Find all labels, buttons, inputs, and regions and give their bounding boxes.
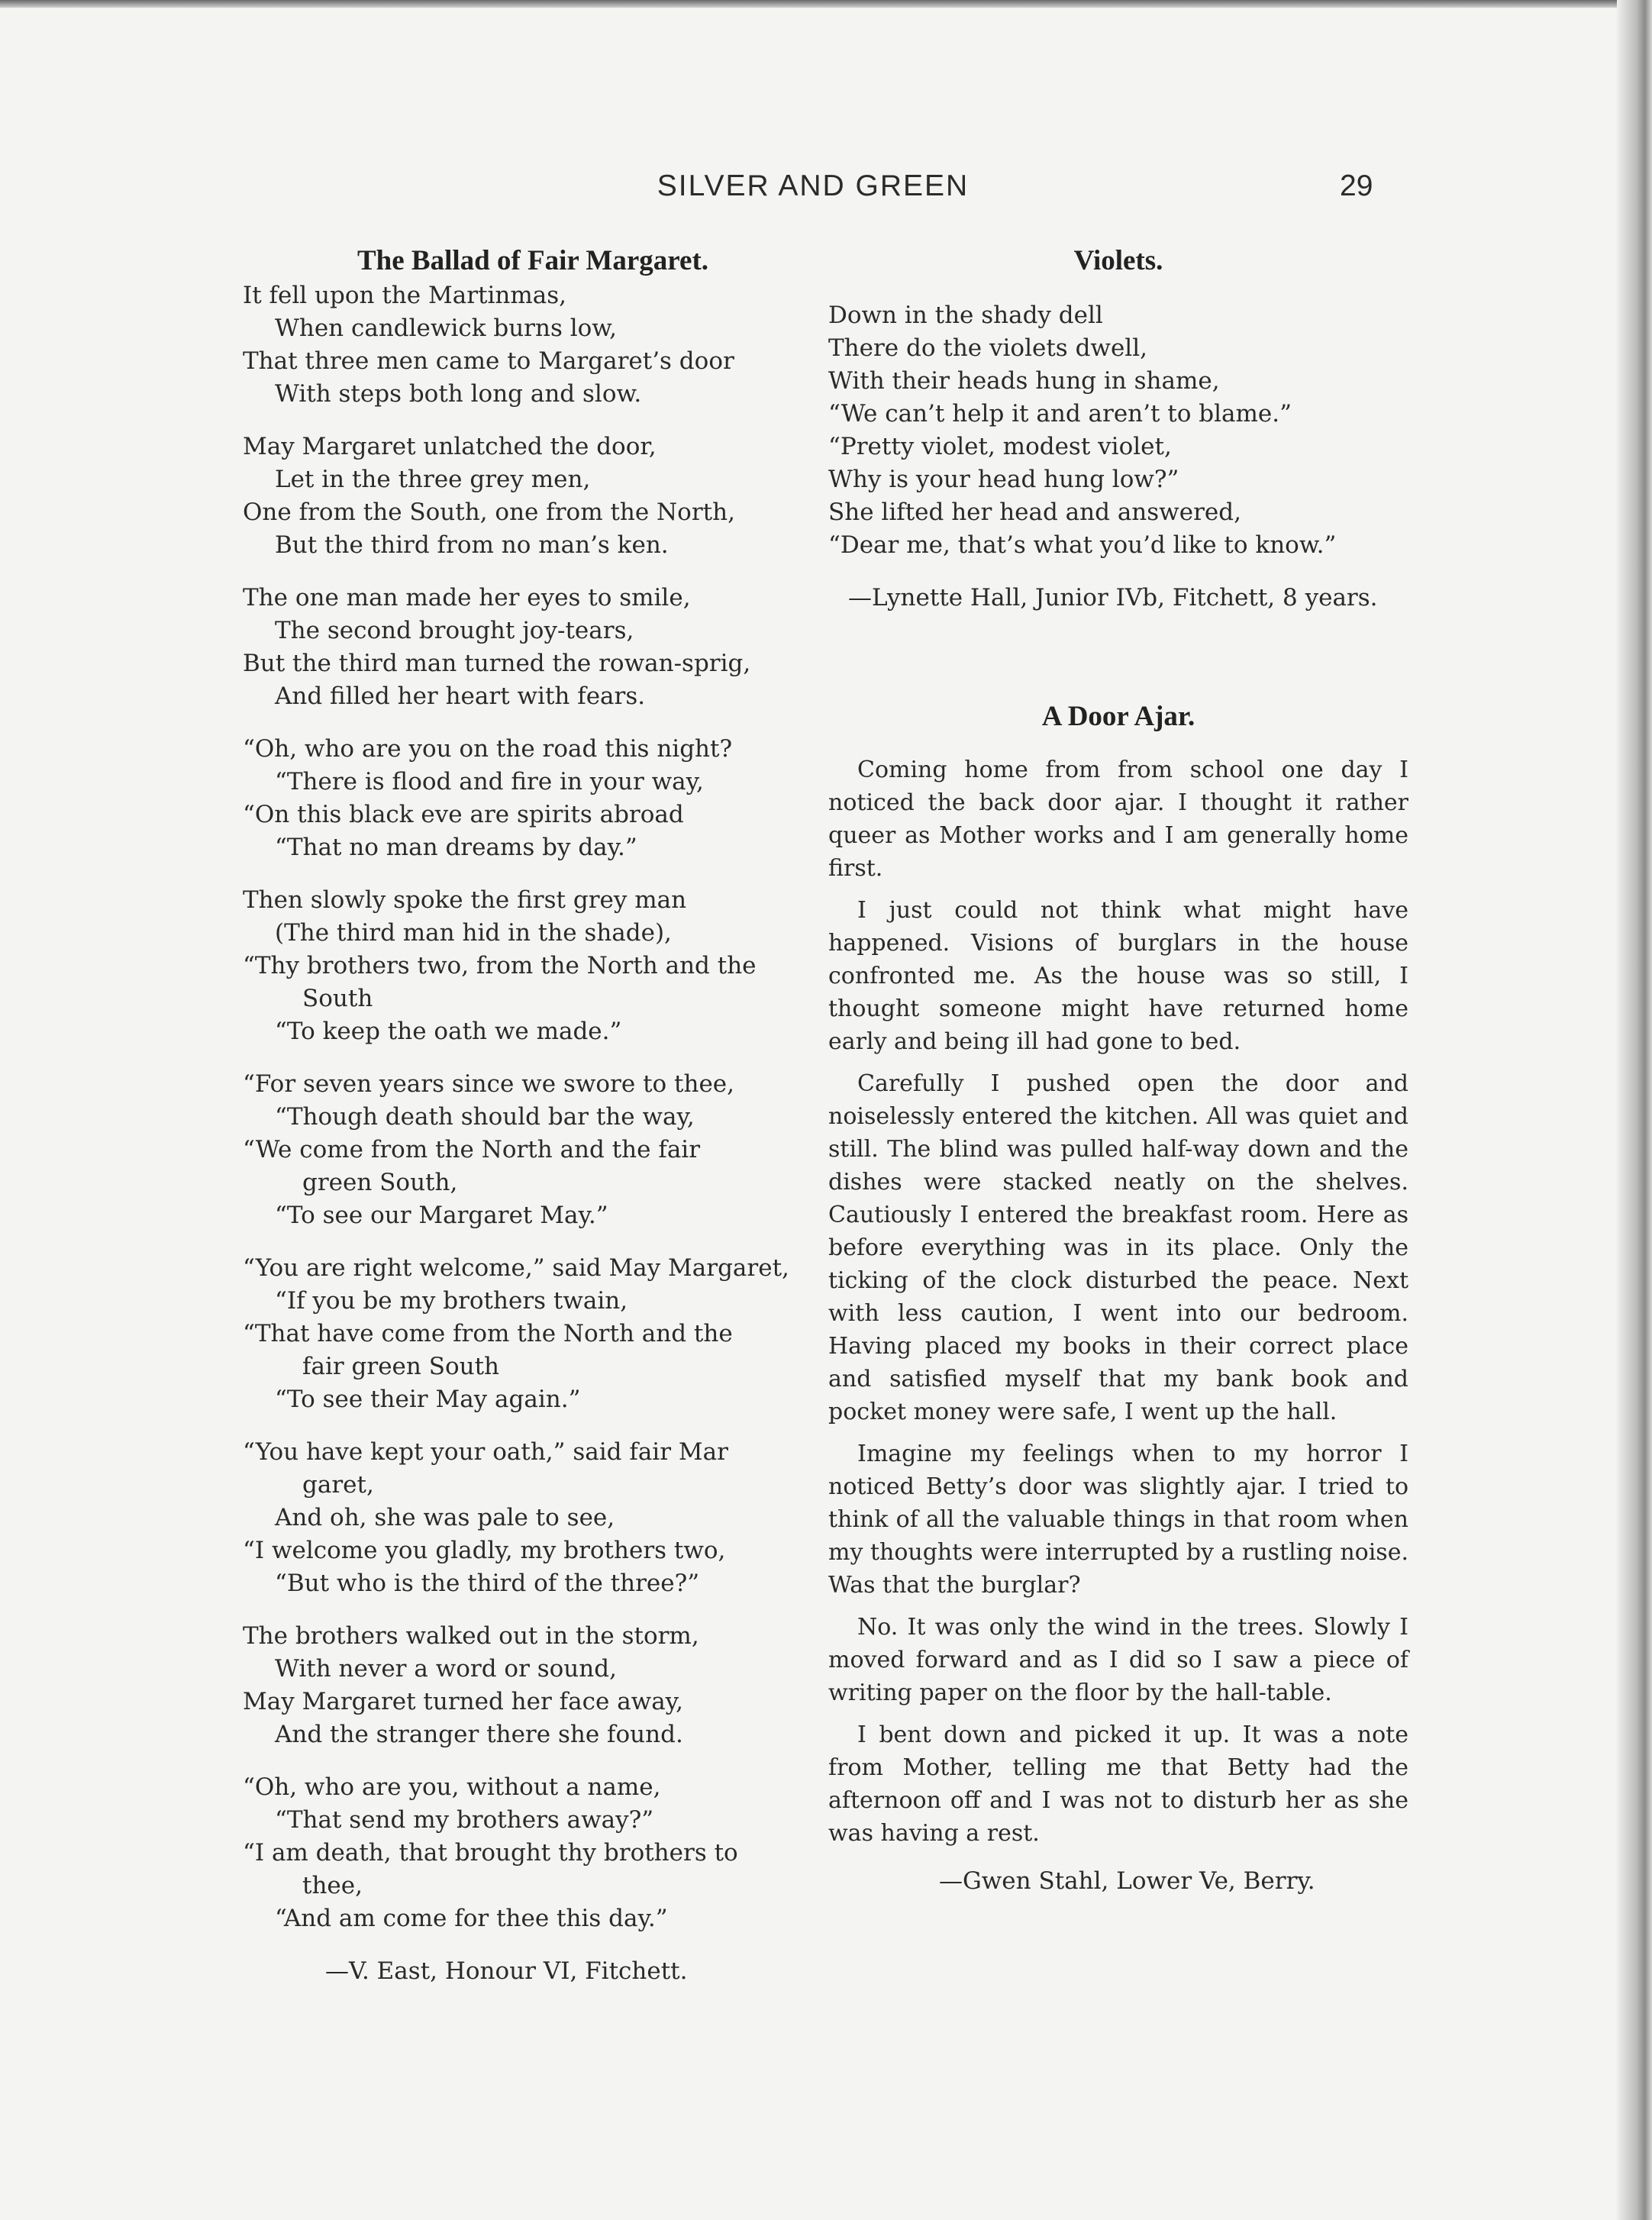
story-paragraph: Coming home from from school one day I noticed the back door ajar. I thought it rather queer as Mother works and I am generally home first. — [828, 757, 1408, 882]
ballad-stanza — [243, 1252, 792, 1416]
ballad-stanza — [243, 279, 792, 411]
violets-line: She lifted her head and answered, — [828, 499, 1241, 526]
ballad-line: “On this black eve are spirits abroad — [243, 801, 684, 828]
violets-line: Why is your head hung low?” — [828, 466, 1179, 493]
violets-line: “We can’t help it and aren’t to blame.” — [828, 400, 1292, 428]
ballad-line: “We come from the North and the fair — [243, 1136, 701, 1163]
page-number: 29 — [1340, 169, 1373, 202]
ballad-line: Then slowly spoke the first grey man — [243, 886, 687, 914]
ballad-line: “I am death, that brought thy brothers to — [243, 1839, 738, 1867]
violets-line: There do the violets dwell, — [828, 334, 1147, 362]
ballad-line: “To keep the oath we made.” — [275, 1018, 622, 1045]
ballad-line: “To see our Margaret May.” — [275, 1202, 608, 1229]
ballad-line: “That send my brothers away?” — [275, 1806, 654, 1834]
ballad-line: And the stranger there she found. — [275, 1721, 683, 1748]
ballad-line: And oh, she was pale to see, — [275, 1504, 615, 1531]
story-paragraph: Imagine my feelings when to my horror I noticed Betty’s door was slightly ajar. I tried to think of all the valuable things in that room when my thoughts were interrupted by a rustling noise. Was that the burglar? — [828, 1441, 1408, 1599]
ballad-line: With never a word or sound, — [275, 1655, 617, 1683]
ballad-line: “That no man dreams by day.” — [275, 834, 637, 861]
ballad-line: South — [302, 985, 373, 1012]
door-ajar-story — [828, 753, 1408, 1850]
ballad-line: With steps both long and slow. — [275, 380, 642, 408]
ballad-line: But the third from no man’s ken. — [275, 531, 669, 559]
ballad-stanza — [243, 1771, 792, 1935]
ballad-line: “You have kept your oath,” said fair Mar — [243, 1438, 728, 1466]
page-top-edge — [0, 0, 1652, 8]
door-ajar-title: A Door Ajar. — [1041, 701, 1195, 732]
ballad-stanza — [243, 733, 792, 864]
violets-poem — [828, 299, 1408, 562]
ballad-line: “There is flood and fire in your way, — [275, 768, 704, 795]
ballad-line: “For seven years since we swore to thee, — [243, 1070, 735, 1098]
ballad-line: “Though death should bar the way, — [275, 1103, 695, 1131]
ballad-line: The one man made her eyes to smile, — [243, 584, 691, 611]
ballad-line: “That have come from the North and the — [243, 1320, 733, 1347]
ballad-stanza — [243, 431, 792, 562]
running-header: SILVER AND GREEN — [657, 169, 970, 202]
violets-signature: —Lynette Hall, Junior IVb, Fitchett, 8 years. — [848, 584, 1378, 611]
ballad-title: The Ballad of Fair Margaret. — [357, 245, 709, 276]
ballad-line: The second brought joy-tears, — [275, 617, 634, 644]
ballad-line: “Oh, who are you on the road this night? — [243, 735, 733, 763]
ballad-line: But the third man turned the rowan-sprig, — [243, 650, 751, 677]
ballad-line: fair green South — [302, 1353, 500, 1380]
ballad-line: “If you be my brothers twain, — [275, 1287, 628, 1315]
ballad-stanza — [243, 1436, 792, 1600]
ballad-line: “I welcome you gladly, my brothers two, — [243, 1537, 726, 1564]
ballad-line: May Margaret unlatched the door, — [243, 433, 657, 460]
ballad-line: When candlewick burns low, — [275, 315, 618, 342]
ballad-line: It fell upon the Martinmas, — [243, 282, 566, 309]
ballad-line: “And am come for thee this day.” — [275, 1905, 668, 1932]
page-binding-edge — [1617, 0, 1652, 2220]
left-column — [243, 243, 792, 1988]
ballad-line: “Oh, who are you, without a name, — [243, 1773, 661, 1801]
story-paragraph: I just could not think what might have happened. Visions of burglars in the house confronted me. As the house was so still, I thought someone might have returned home early and being ill had gone to bed. — [828, 897, 1408, 1055]
ballad-line: green South, — [302, 1169, 458, 1196]
ballad-line: May Margaret turned her face away, — [243, 1688, 683, 1715]
ballad-line: garet, — [302, 1471, 374, 1499]
ballad-line: “But who is the third of the three?” — [275, 1570, 700, 1597]
violets-line: Down in the shady dell — [828, 302, 1103, 329]
violets-line: “Dear me, that’s what you’d like to know.” — [828, 531, 1337, 559]
violets-title: Violets. — [1073, 245, 1163, 276]
ballad-stanza — [243, 582, 792, 713]
ballad-line: thee, — [302, 1872, 363, 1899]
story-paragraph: I bent down and picked it up. It was a note from Mother, telling me that Betty had the afternoon off and I was not to disturb her as she was having a rest. — [828, 1721, 1408, 1847]
ballad-stanza — [243, 884, 792, 1048]
story-paragraph: Carefully I pushed open the door and noiselessly entered the kitchen. All was quiet and still. The blind was pulled half-way down and the dishes were stacked neatly on the shelves. Cautiously I entered the breakfast room. Here as before everything was in its place. Only the ticking of the clock disturbed the peace. Next with less caution, I went into our bedroom. Having placed my books in their correct place and satisfied myself that my bank book and pocket money were safe, I went up the hall. — [828, 1070, 1408, 1425]
ballad-line: That three men came to Margaret’s door — [243, 347, 734, 375]
right-column — [828, 243, 1408, 1898]
violets-line: With their heads hung in shame, — [828, 367, 1220, 395]
ballad-line: (The third man hid in the shade), — [275, 919, 672, 947]
ballad-stanza — [243, 1068, 792, 1232]
ballad-line: One from the South, one from the North, — [243, 499, 735, 526]
ballad-line: “To see their May again.” — [275, 1386, 581, 1413]
ballad-line: The brothers walked out in the storm, — [243, 1622, 699, 1650]
ballad-line: “You are right welcome,” said May Margaret, — [243, 1254, 789, 1282]
ballad-signature: —V. East, Honour VI, Fitchett. — [325, 1957, 688, 1985]
ballad-line: And filled her heart with fears. — [275, 682, 646, 710]
ballad-line: “Thy brothers two, from the North and the — [243, 952, 757, 979]
ballad-stanza — [243, 1620, 792, 1751]
story-paragraph: No. It was only the wind in the trees. Slowly I moved forward and as I did so I saw a piece of writing paper on the floor by the hall-table. — [828, 1614, 1408, 1706]
violets-line: “Pretty violet, modest violet, — [828, 433, 1172, 460]
ballad-line: Let in the three grey men, — [275, 466, 591, 493]
ballad-body — [243, 279, 792, 1935]
door-ajar-signature: —Gwen Stahl, Lower Ve, Berry. — [939, 1867, 1315, 1895]
